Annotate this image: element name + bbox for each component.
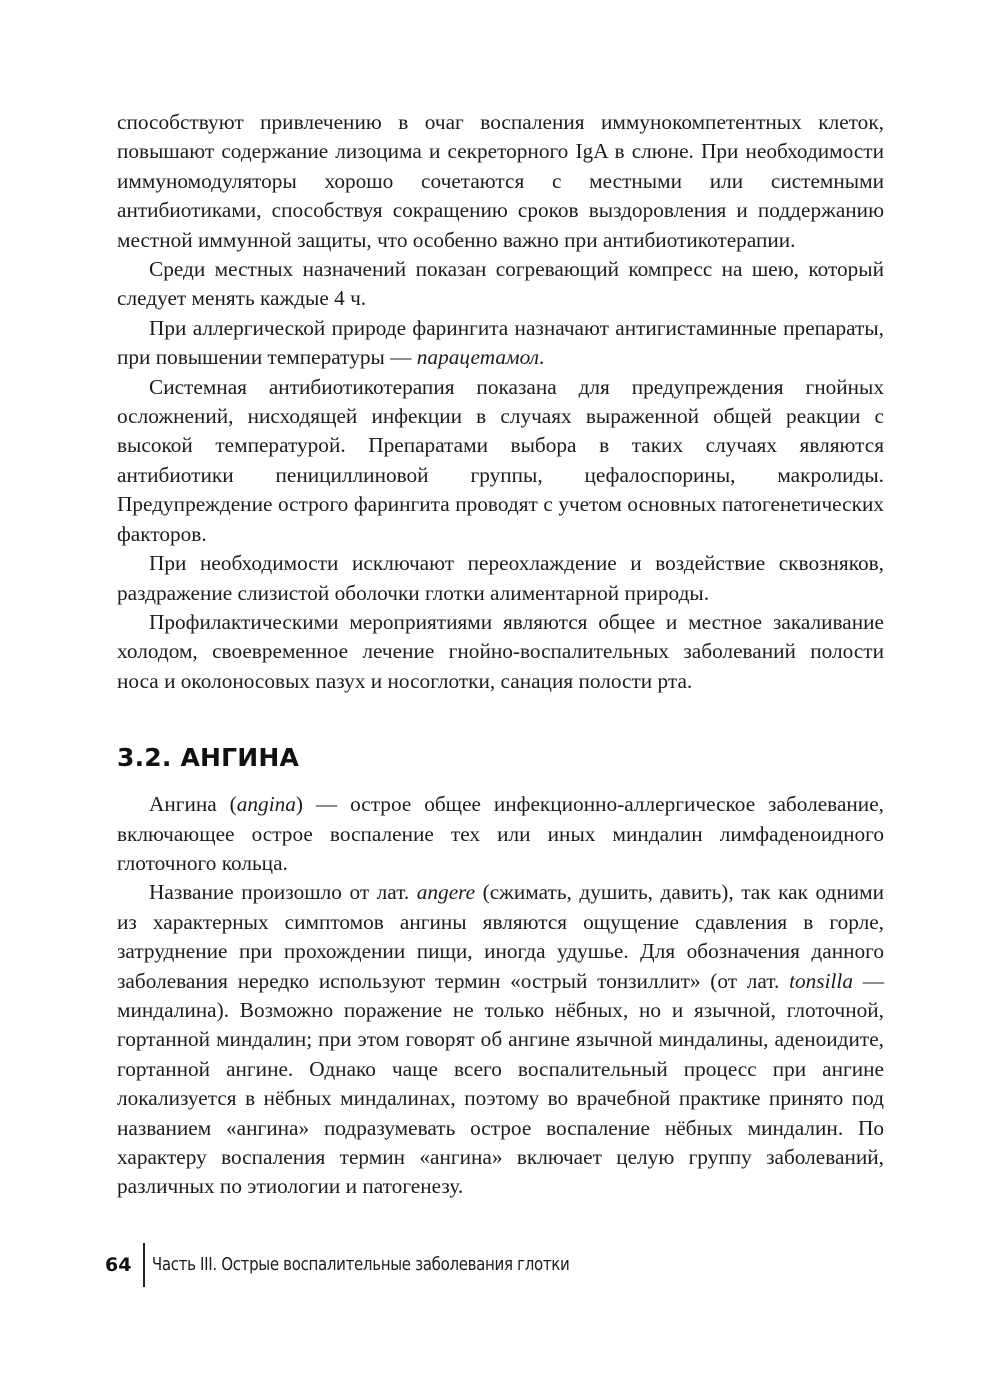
paragraph-angina-etymology xyxy=(117,878,884,1201)
angina-def-start: Ангина ( xyxy=(149,792,237,817)
paragraph-allergic xyxy=(117,314,884,373)
page-content xyxy=(117,108,884,1202)
running-title: Часть III. Острые воспалительные заболевания глотки xyxy=(152,1255,570,1275)
paracetamol-term: парацетамол xyxy=(416,345,539,370)
section-heading: 3.2. АНГИНА xyxy=(117,743,300,773)
paragraph-angina-definition xyxy=(117,790,884,878)
etymology-rest: — миндалина). Возможно поражение не только нёбных, но и язычной, глоточной, гортанной миндалин; при этом говорят об ангине язычной миндалины, аденоидите, гортанной ангине. Однако чаще всего воспалительный процесс при ангине локализуется в нёбных миндалинах, поэтому во врачебной практике принято под названием «ангина» подразумевать острое воспаление нёбных миндалин. По характеру воспаления термин «ангина» включает целую группу заболеваний, различных по этиологии и патогенезу. xyxy=(117,968,885,1199)
angere-term: angere xyxy=(416,880,476,905)
page-number: 64 xyxy=(105,1254,132,1276)
paragraph-antibiotic-therapy: Системная антибиотикотерапия показана для предупреждения гнойных осложнений, нисходящей инфекции в случаях выраженной общей реакции с высокой температурой. Препаратами выбора в таких случаях являются антибиотики пенициллиновой группы, цефалоспорины, макролиды. Предупреждение острого фарингита проводят с учетом основных патогенетических факторов. xyxy=(117,374,884,546)
etymology-start: Название произошло от лат. xyxy=(149,880,417,905)
tonsilla-term: tonsilla xyxy=(789,968,853,993)
paragraph-prevention: Профилактическими мероприятиями являются общее и местное закаливание холодом, своевременное лечение гнойно-воспалительных заболеваний полости носа и околоносовых пазух и носоглотки, санация полости рта. xyxy=(117,609,884,693)
page-footer xyxy=(105,1243,639,1287)
angina-latin-term: angina xyxy=(236,792,296,817)
paragraph-compress: Среди местных назначений показан согревающий компресс на шею, который следует менять каждые 4 ч. xyxy=(117,257,884,311)
angina-def-rest: ) — острое общее инфекционно-аллергическое заболевание, включающее острое воспаление тех или иных миндалин лимфаденоидного глоточного кольца. xyxy=(117,792,884,875)
paragraph-allergic-end: . xyxy=(539,345,545,370)
paragraph-immunomodulators: способствуют привлечению в очаг воспаления иммунокомпетентных клеток, повышают содержание лизоцима и секреторного IgA в слюне. При необходимости иммуномодуляторы хорошо сочетаются с местными или системными антибиотиками, способствуя сокращению сроков выздоровления и поддержанию местной иммунной защиты, что особенно важно при антибиотикотерапии. xyxy=(117,110,884,252)
paragraph-allergic-text: При аллергической природе фарингита назначают антигистаминные препараты, при повышении температуры — xyxy=(117,315,884,370)
etymology-middle: (сжимать, душить, давить), так как одними из характерных симптомов ангины являются ощущение сдавления в горле, затруднение при прохождении пищи, иногда удушье. Для обозначения данного заболевания нередко используют термин «острый тонзиллит» (от лат. xyxy=(117,880,884,993)
paragraph-exclusions: При необходимости исключают переохлаждение и воздействие сквозняков, раздражение слизистой оболочки глотки алиментарной природы. xyxy=(117,551,884,605)
